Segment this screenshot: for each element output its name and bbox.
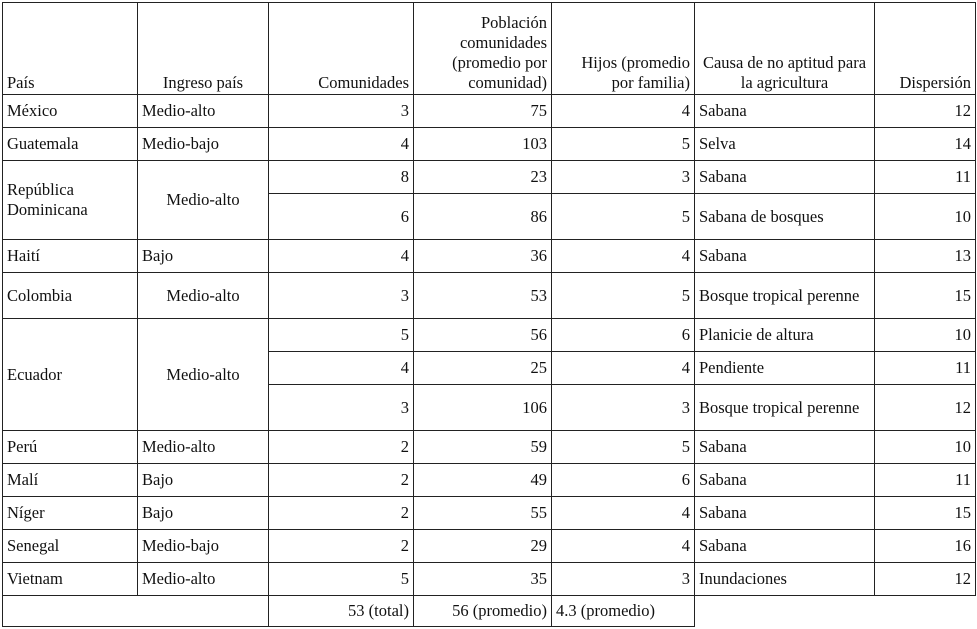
table-row — [3, 161, 976, 194]
cell-causa: Inundaciones — [695, 563, 875, 596]
footer-poblacion-promedio: 56 (promedio) — [414, 596, 552, 627]
cell-hijos: 5 — [552, 273, 695, 319]
cell-poblacion: 106 — [414, 385, 552, 431]
cell-dispersion: 14 — [875, 128, 976, 161]
cell-dispersion: 16 — [875, 530, 976, 563]
table-row — [3, 128, 976, 161]
cell-comunidades: 4 — [269, 352, 414, 385]
footer-row — [3, 596, 976, 627]
cell-ingreso: Bajo — [138, 464, 269, 497]
cell-comunidades: 4 — [269, 240, 414, 273]
cell-dispersion: 15 — [875, 273, 976, 319]
header-causa: Causa de no aptitud para la agricultura — [695, 3, 875, 95]
table-row — [3, 563, 976, 596]
cell-causa: Planicie de altura — [695, 319, 875, 352]
cell-dispersion: 15 — [875, 497, 976, 530]
cell-comunidades: 3 — [269, 385, 414, 431]
data-table — [2, 2, 976, 627]
cell-comunidades: 2 — [269, 530, 414, 563]
cell-dispersion: 11 — [875, 464, 976, 497]
cell-comunidades: 5 — [269, 319, 414, 352]
cell-pais: Haití — [3, 240, 138, 273]
cell-causa: Sabana — [695, 431, 875, 464]
table-row — [3, 95, 976, 128]
cell-hijos: 4 — [552, 352, 695, 385]
cell-pais: Vietnam — [3, 563, 138, 596]
cell-dispersion: 10 — [875, 319, 976, 352]
cell-causa: Pendiente — [695, 352, 875, 385]
header-ingreso: Ingreso país — [138, 3, 269, 95]
cell-causa: Sabana — [695, 95, 875, 128]
cell-hijos: 4 — [552, 530, 695, 563]
cell-ingreso: Medio-alto — [138, 319, 269, 431]
table-row — [3, 464, 976, 497]
cell-hijos: 5 — [552, 194, 695, 240]
cell-comunidades: 2 — [269, 497, 414, 530]
cell-hijos: 6 — [552, 319, 695, 352]
cell-dispersion: 12 — [875, 385, 976, 431]
cell-pais: República Dominicana — [3, 161, 138, 240]
cell-ingreso: Medio-alto — [138, 95, 269, 128]
cell-poblacion: 36 — [414, 240, 552, 273]
cell-poblacion: 49 — [414, 464, 552, 497]
cell-causa: Sabana — [695, 530, 875, 563]
cell-causa: Sabana — [695, 497, 875, 530]
cell-causa: Sabana — [695, 240, 875, 273]
cell-dispersion: 13 — [875, 240, 976, 273]
cell-poblacion: 75 — [414, 95, 552, 128]
cell-pais: México — [3, 95, 138, 128]
header-hijos: Hijos (promedio por familia) — [552, 3, 695, 95]
cell-pais: Malí — [3, 464, 138, 497]
table-row — [3, 497, 976, 530]
table-row — [3, 273, 976, 319]
footer-empty-right — [695, 596, 976, 627]
cell-hijos: 5 — [552, 128, 695, 161]
cell-poblacion: 55 — [414, 497, 552, 530]
cell-dispersion: 11 — [875, 161, 976, 194]
footer-empty-left — [3, 596, 269, 627]
cell-hijos: 5 — [552, 431, 695, 464]
cell-causa: Bosque tropical perenne — [695, 273, 875, 319]
cell-comunidades: 5 — [269, 563, 414, 596]
cell-causa: Sabana de bosques — [695, 194, 875, 240]
footer-hijos-promedio: 4.3 (promedio) — [552, 596, 695, 627]
cell-poblacion: 23 — [414, 161, 552, 194]
cell-poblacion: 35 — [414, 563, 552, 596]
cell-hijos: 3 — [552, 161, 695, 194]
header-row — [3, 3, 976, 95]
cell-pais: Senegal — [3, 530, 138, 563]
cell-hijos: 6 — [552, 464, 695, 497]
header-comunidades: Comunidades — [269, 3, 414, 95]
cell-causa: Bosque tropical perenne — [695, 385, 875, 431]
cell-ingreso: Medio-bajo — [138, 530, 269, 563]
cell-ingreso: Bajo — [138, 240, 269, 273]
header-poblacion: Población comunidades (promedio por comunidad) — [414, 3, 552, 95]
cell-comunidades: 4 — [269, 128, 414, 161]
table-row — [3, 319, 976, 352]
cell-hijos: 3 — [552, 563, 695, 596]
cell-hijos: 4 — [552, 240, 695, 273]
cell-dispersion: 12 — [875, 563, 976, 596]
header-pais: País — [3, 3, 138, 95]
cell-pais: Níger — [3, 497, 138, 530]
cell-poblacion: 25 — [414, 352, 552, 385]
cell-dispersion: 10 — [875, 194, 976, 240]
cell-hijos: 4 — [552, 95, 695, 128]
cell-ingreso: Medio-alto — [138, 273, 269, 319]
cell-comunidades: 3 — [269, 273, 414, 319]
cell-ingreso: Medio-alto — [138, 161, 269, 240]
cell-poblacion: 29 — [414, 530, 552, 563]
cell-hijos: 3 — [552, 385, 695, 431]
cell-ingreso: Medio-bajo — [138, 128, 269, 161]
cell-poblacion: 86 — [414, 194, 552, 240]
cell-ingreso: Medio-alto — [138, 563, 269, 596]
cell-poblacion: 56 — [414, 319, 552, 352]
cell-comunidades: 8 — [269, 161, 414, 194]
header-dispersion: Dispersión — [875, 3, 976, 95]
cell-pais: Perú — [3, 431, 138, 464]
footer-comunidades-total: 53 (total) — [269, 596, 414, 627]
cell-causa: Selva — [695, 128, 875, 161]
cell-causa: Sabana — [695, 464, 875, 497]
cell-comunidades: 3 — [269, 95, 414, 128]
cell-pais: Ecuador — [3, 319, 138, 431]
cell-comunidades: 2 — [269, 431, 414, 464]
table-row — [3, 240, 976, 273]
cell-causa: Sabana — [695, 161, 875, 194]
cell-ingreso: Medio-alto — [138, 431, 269, 464]
cell-ingreso: Bajo — [138, 497, 269, 530]
cell-hijos: 4 — [552, 497, 695, 530]
cell-comunidades: 2 — [269, 464, 414, 497]
cell-dispersion: 11 — [875, 352, 976, 385]
cell-poblacion: 103 — [414, 128, 552, 161]
cell-dispersion: 12 — [875, 95, 976, 128]
table-row — [3, 530, 976, 563]
cell-pais: Guatemala — [3, 128, 138, 161]
cell-comunidades: 6 — [269, 194, 414, 240]
cell-poblacion: 59 — [414, 431, 552, 464]
cell-poblacion: 53 — [414, 273, 552, 319]
cell-dispersion: 10 — [875, 431, 976, 464]
table-row — [3, 431, 976, 464]
cell-pais: Colombia — [3, 273, 138, 319]
